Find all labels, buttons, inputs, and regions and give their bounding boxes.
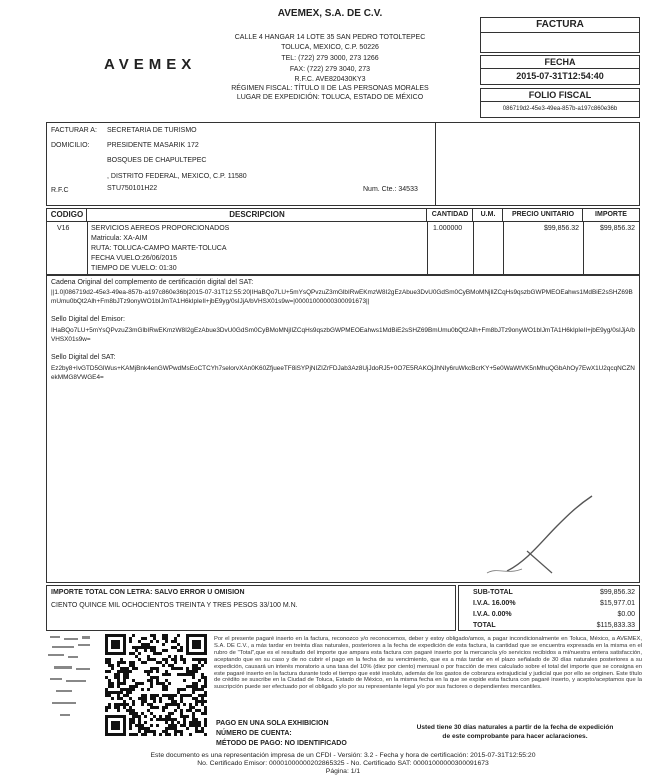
domicilio-label: DOMICILIO: [51, 142, 90, 149]
domicilio-line-3: , DISTRITO FEDERAL, MEXICO, C.P. 11580 [107, 173, 247, 180]
rfc-label: R.F.C [51, 187, 69, 194]
header-cantidad: CANTIDAD [431, 211, 469, 218]
iva16-label: I.V.A. 16.00% [473, 600, 516, 607]
subtotal-value: $99,856.32 [599, 589, 635, 596]
row-desc-line: RUTA: TOLUCA-CAMPO MARTE-TOLUCA [91, 245, 227, 252]
row-desc-line: Matricula: XA-AIM [91, 235, 148, 242]
company-lugar: LUGAR DE EXPEDICIÓN: TOLUCA, ESTADO DE MÉXICO [236, 94, 424, 101]
company-rfc: R.F.C. AVE820430KY3 [294, 76, 366, 83]
company-fax: FAX: (722) 279 3040, 273 [289, 66, 371, 73]
header-descripcion: DESCRIPCION [229, 210, 285, 219]
company-address-1: CALLE 4 HANGAR 14 LOTE 35 SAN PEDRO TOTOLTEPEC [234, 34, 426, 41]
row-desc-line: FECHA VUELO:26/06/2015 [91, 255, 177, 262]
footer-line-2: No. Certificado Emisor: 00001000000202865325 - No. Certificado SAT: 00001000000300091673 [197, 760, 489, 767]
total-value: $115,833.33 [596, 622, 635, 629]
subtotal-label: SUB-TOTAL [473, 589, 513, 596]
facturar-label: FACTURAR A: [51, 127, 97, 134]
row-importe: $99,856.32 [599, 225, 635, 232]
fecha-label: FECHA [544, 57, 576, 67]
folio-value: 086719d2-45e3-49ea-857b-a197c860e36b [502, 106, 618, 112]
factura-label: FACTURA [536, 19, 584, 30]
items-table [46, 208, 640, 275]
header-precio: PRECIO UNITARIO [511, 211, 575, 218]
rfc-value: STU750101H22 [107, 185, 158, 192]
numero-cuenta: NÚMERO DE CUENTA: [216, 730, 292, 737]
importe-letra-label: IMPORTE TOTAL CON LETRA: SALVO ERROR U OMISION [51, 589, 245, 596]
company-tel: TEL: (722) 279 3000, 273 1266 [281, 55, 379, 62]
domicilio-line-1: PRESIDENTE MASARIK 172 [107, 142, 199, 149]
totals-box [458, 585, 640, 631]
row-cantidad: 1.000000 [433, 225, 463, 232]
header-um: U.M. [480, 211, 496, 218]
sello-sat-value: Ez2by8+IvGTD5GlWus+KAMjBnk4enGWPwdMsEoCTCYh7selorvXAn0K60ZfjueeTF8iSYPjNIZIZrFDJab3Az8UjJdoRJ5+0O7E5RAKOjJhNIy6ruWkcBcrKY+5e0WaWtVK5nMhuQGbAhOy7EwX1U2qcqNCZNekMMG8VWGE4= [51, 365, 635, 381]
totals-letter-box [46, 585, 456, 631]
signature-mark [467, 491, 617, 581]
folio-box [480, 88, 640, 118]
fecha-value: 2015-07-31T12:54:40 [516, 71, 604, 81]
sello-emisor-label: Sello Digital del Emisor: [51, 316, 125, 323]
total-label: TOTAL [473, 622, 496, 629]
plazo-line-1: Usted tiene 30 días naturales a partir de la fecha de expedición [416, 724, 614, 731]
stamp-mark [46, 632, 104, 724]
pagare-text: Por el presente pagaré inserto en la factura, reconozco y/o reconocemos, deber y estoy obligado/amos, a pagar incondicionalmente en Toluca, México, a AVEMEX, S.A. DE C.V., a más tardar en treinta días naturales, posteriores a la fecha de expedición de esta factura, la cantidad que se encuentra expresada en la misma en el rubro de "Total",que es el resultado del importe que ampara esta factura con pagaré inserto por la mercancía y/o servicios recibidos a mi/nuestra entera satisfacción, aceptando que en su caso y de no cubrir el pago en la fecha de su vencimiento, que es a más tardar en el plazo señalado de 30 días naturales posteriores a su expedición, causará un interés moratorio a una tasa del 10% (diez por ciento) mensual o por fracción de mes calculado sobre el total del importe que se consigna en este pagaré inserto en la factura durante todo el tiempo que esté insoluto, además de los gastos de cobranza extrajudicial y judicial que por ello se originen. Este título de crédito se suscribe en la Ciudad de Toluca, Estado de México, en la misma fecha en la que se expide esta factura con pagaré inserto, y acepto/aceptamos que la suscripción puede ser efectuado por el obligado y/o por su representante legal y/o por sus factores o dependientes mercantiles. [214, 636, 642, 691]
pago-exhibicion: PAGO EN UNA SOLA EXHIBICION [216, 720, 329, 727]
sat-box [46, 275, 640, 583]
factura-box [480, 17, 640, 53]
company-regimen: RÉGIMEN FISCAL: TÍTULO II DE LAS PERSONAS MORALES [231, 85, 429, 92]
company-name: AVEMEX, S.A. DE C.V. [277, 8, 383, 19]
facturar-value: SECRETARIA DE TURISMO [107, 127, 197, 134]
company-address-2: TOLUCA, MEXICO, C.P. 50226 [281, 44, 379, 51]
table-row [47, 221, 639, 275]
sello-emisor-value: IHaBQo7LU+5mYsQPvzuZ3mGlbIRwEKmzW8I2gEzAbue3DvU0GdSm0CyBMoMNjIlZCqHs9qszbGWPMEOEahws1MdBiE2sSHZ69BmUmu0bQt2Alh+Fm8bJTz9onyWO1bIJmTA1H6kIpIeII+jbE9yg/0sIJjA/bVHSX01s9w= [51, 327, 635, 343]
header-codigo: CODIGO [50, 210, 84, 219]
footer-line-1: Este documento es una representación impresa de un CFDI - Versión: 3.2 - Fecha y hora de certificación: 2015-07-31T12:55:20 [150, 752, 536, 759]
company-logo: AVEMEX [104, 56, 197, 73]
plazo-line-2: de este comprobante para hacer aclaraciones. [442, 733, 588, 740]
iva16-value: $15,977.01 [599, 600, 635, 607]
fecha-box [480, 55, 640, 85]
importe-letra-value: CIENTO QUINCE MIL OCHOCIENTOS TREINTA Y TRES PESOS 33/100 M.N. [51, 602, 298, 609]
row-desc-line: TIEMPO DE VUELO: 01:30 [91, 265, 177, 272]
cadena-value: ||1.0|086719d2-45e3-49ea-857b-a197c860e36b|2015-07-31T12:55:20|IHaBQo7LU+5mYsQPvzuZ3mGlbIRwEKmzW8I2gEzAbue3DvU0GdSm0CyBMoMNjIlZCqHs9qszbGWPMEOEahws1MdBiE2sSHZ69BmUmu0bQt2Alh+Fm8bJTz9onyWO1bIJmTA1H6kIpIeII+jbE9yg/0sIJjA/bVHSX01s9w=|00001000000300091673|| [51, 289, 633, 305]
row-precio: $99,856.32 [543, 225, 579, 232]
domicilio-line-2: BOSQUES DE CHAPULTEPEC [107, 157, 207, 164]
iva0-label: I.V.A. 0.00% [473, 611, 512, 618]
metodo-pago: MÉTODO DE PAGO: NO IDENTIFICADO [216, 740, 347, 747]
num-cte: Num. Cte.: 34533 [363, 186, 418, 193]
sello-sat-label: Sello Digital del SAT: [51, 354, 116, 361]
cadena-label: Cadena Original del complemento de certificación digital del SAT: [51, 279, 254, 286]
footer-line-3: Página: 1/1 [325, 768, 361, 775]
row-desc-line: SERVICIOS AEREOS PROPORCIONADOS [91, 225, 230, 232]
row-codigo: V16 [57, 225, 70, 232]
iva0-value: $0.00 [617, 611, 635, 618]
header-importe: IMPORTE [595, 211, 627, 218]
customer-box [46, 122, 640, 206]
qr-code [105, 634, 207, 736]
folio-label: FOLIO FISCAL [528, 90, 592, 100]
